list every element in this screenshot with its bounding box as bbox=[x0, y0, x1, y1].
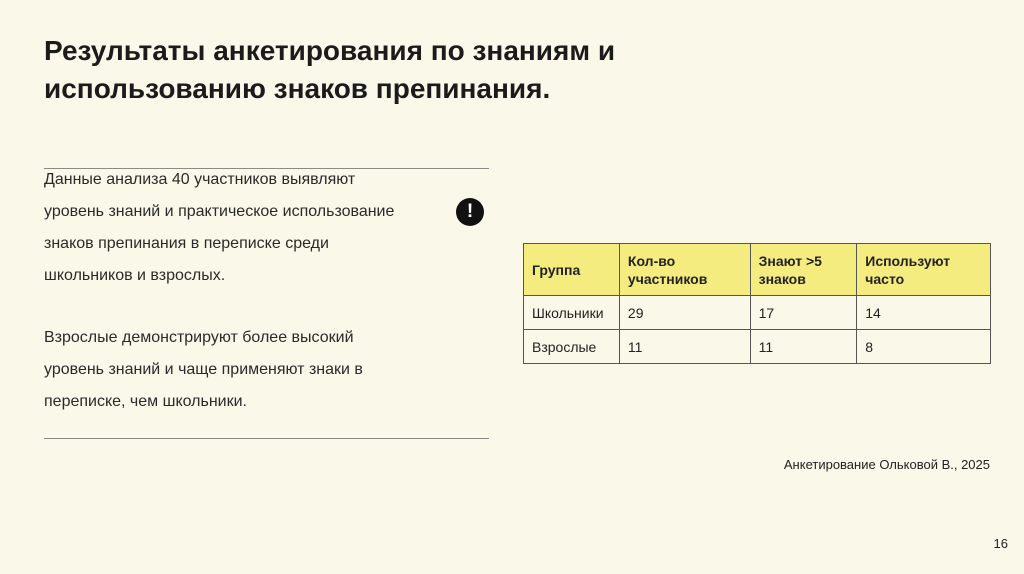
header-cell-use-often: Используют часто bbox=[857, 244, 991, 296]
header-cell-know-more-than-5: Знают >5 знаков bbox=[750, 244, 857, 296]
results-table bbox=[523, 243, 991, 364]
paragraph-line: уровень знаний и чаще применяют знаки в bbox=[44, 361, 363, 378]
table-row bbox=[524, 330, 991, 364]
header-cell-participants: Кол-во участников bbox=[619, 244, 750, 296]
paragraph-line: переписке, чем школьники. bbox=[44, 393, 247, 410]
table-cell: 8 bbox=[857, 330, 991, 364]
header-cell-group: Группа bbox=[524, 244, 620, 296]
paragraph-line: знаков препинания в переписке среди bbox=[44, 235, 329, 252]
page-number: 16 bbox=[993, 536, 1008, 551]
table-cell: 17 bbox=[750, 296, 857, 330]
source-caption: Анкетирование Ольковой В., 2025 bbox=[783, 457, 990, 472]
table-cell: 14 bbox=[857, 296, 991, 330]
paragraph-conclusion bbox=[44, 322, 474, 418]
exclamation-circle-icon: ! bbox=[456, 198, 484, 226]
paragraph-line: школьников и взрослых. bbox=[44, 267, 226, 284]
table-row bbox=[524, 296, 991, 330]
paragraph-summary bbox=[44, 164, 474, 292]
paragraph-line: Данные анализа 40 участников выявляют bbox=[44, 171, 356, 188]
title-line-1: Результаты анкетирования по знаниям и bbox=[44, 35, 616, 66]
table-cell: Взрослые bbox=[524, 330, 620, 364]
table-cell: 11 bbox=[619, 330, 750, 364]
title-line-2: использованию знаков препинания. bbox=[44, 73, 551, 104]
paragraph-line: уровень знаний и практическое использование bbox=[44, 203, 395, 220]
table-cell: Школьники bbox=[524, 296, 620, 330]
table-header-row bbox=[524, 244, 991, 296]
divider-bottom bbox=[44, 438, 489, 439]
table-cell: 11 bbox=[750, 330, 857, 364]
paragraph-line: Взрослые демонстрируют более высокий bbox=[44, 329, 354, 346]
page-title bbox=[44, 32, 804, 108]
table-cell: 29 bbox=[619, 296, 750, 330]
